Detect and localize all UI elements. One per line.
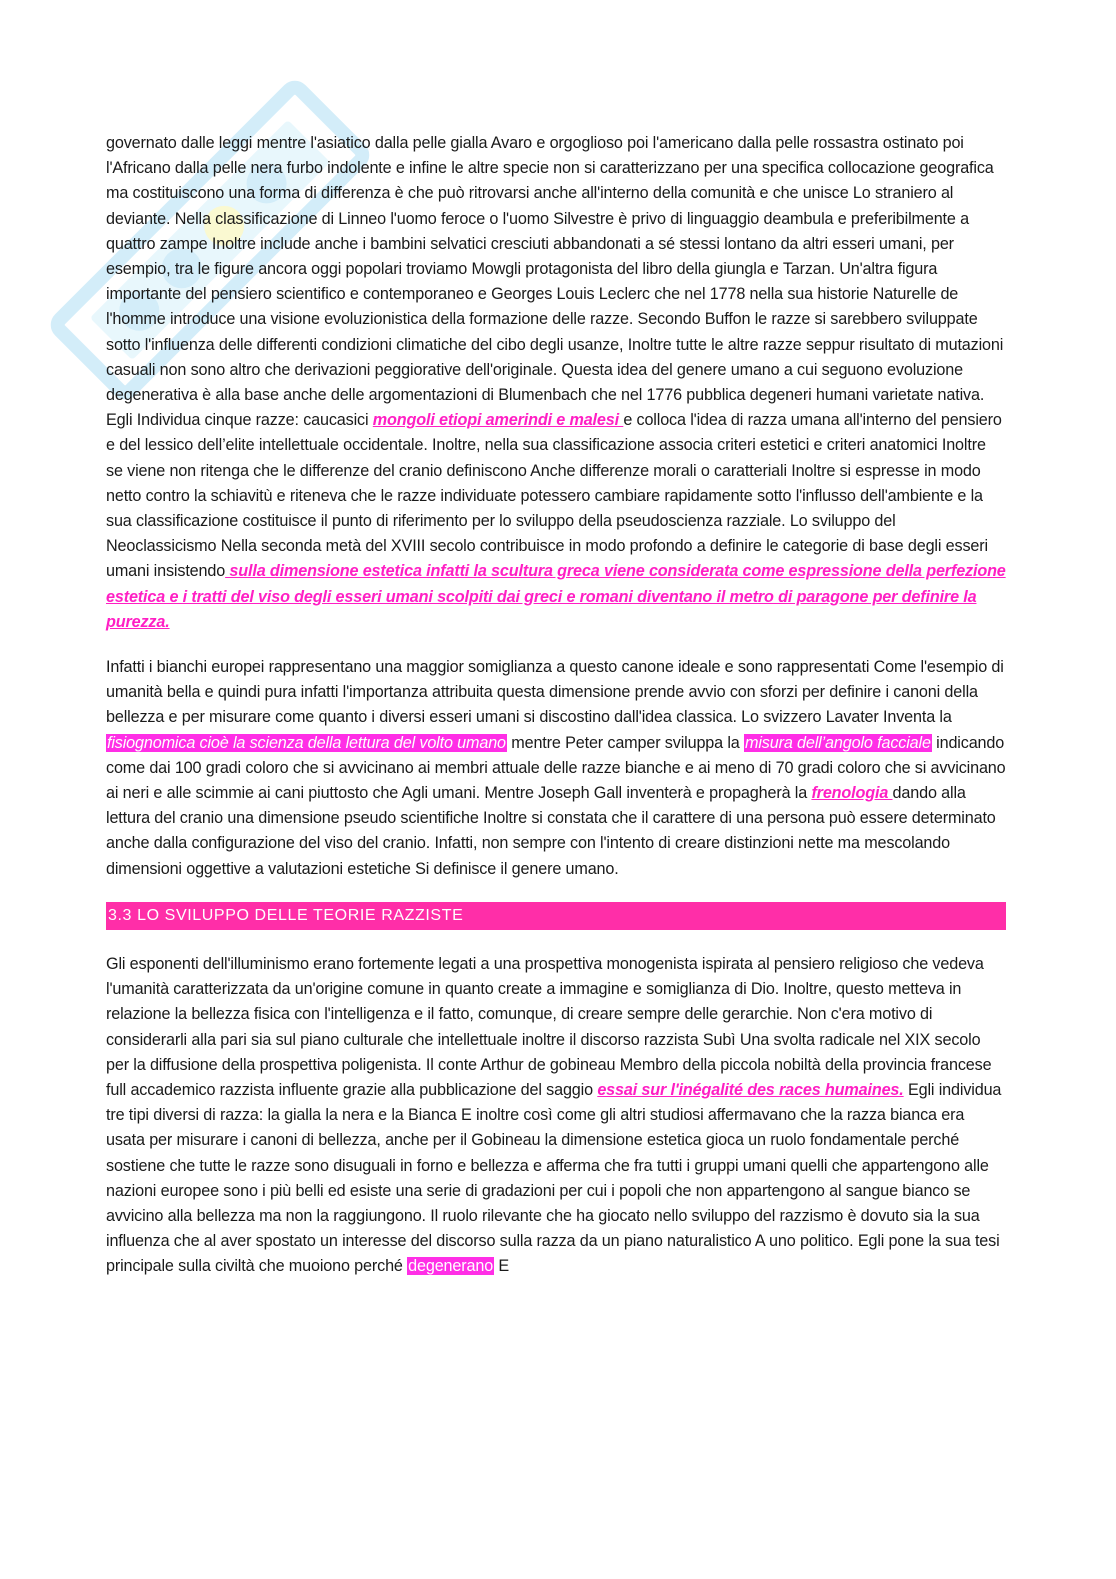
paragraph-1-text-b: e colloca l'idea di razza umana all'interno del pensiero e del lessico dell’elite intellettuale occidentale. Inoltre, nella sua classificazione associa criteri estetici e criteri anatomici Inoltre se viene non ritenga che le differenze del cranio definiscono Anche differenze morali o caratteriali Inoltre si espresse in modo netto contro la schiavitù e riteneva che le razze individuate potessero cambiare rapidamente sotto l'influsso dell'ambiente e la sua classificazione costituisce il punto di riferimento per lo sviluppo della pseudoscienza razziale. Lo sviluppo del Neoclassicismo Nella seconda metà del XVIII secolo contribuisce in modo profondo a definire le categorie di base degli esseri umani insistendo [106, 411, 1002, 581]
paragraph-2 [106, 655, 1006, 882]
highlight-aesthetic-dimension: sulla dimensione estetica infatti la scultura greca viene considerata come espressione della perfezione estetica e i tratti del viso degli esseri umani scolpiti dai greci e romani diventano il metro di paragone per definire la purezza. [106, 562, 1006, 631]
highlight-facial-angle: misura dell’angolo facciale [745, 733, 931, 752]
highlight-essay-title: essai sur l'inégalité des races humaines. [597, 1080, 904, 1099]
paragraph-3 [106, 952, 1006, 1280]
highlight-phrenology: frenologia [811, 784, 893, 803]
highlight-physiognomy: fisiognomica cioè la scienza della lettura del volto umano [107, 733, 506, 752]
paragraph-3-text-b: Egli individua tre tipi diversi di razza: la gialla la nera e la Bianca E inoltre così come gli altri studiosi affermavano che la razza bianca era usata per misurare i canoni di bellezza, anche per il Gobineau la dimensione estetica gioca un ruolo fondamentale perché sostiene che tutte le razze sono disuguali in forno e bellezza e afferma che fra tutti i gruppi umani quelli che appartengono alle nazioni europee sono i più belli ed esiste una serie di gradazioni per cui i popoli che non appartengono al sangue bianco se avvicino alla bellezza ma non la raggiungono. Il ruolo rilevante che ha giocato nello sviluppo del razzismo è dovuto sia la sua influenza che al aver spostato un interesse del discorso sulla razza da un piano naturalistico A uno politico. Egli pone la sua tesi principale sulla civiltà che muoiono perché [106, 1080, 1002, 1276]
paragraph-2-text-c: indicando come dai 100 gradi coloro che si avvicinano ai membri attuale delle razze bianche e ai meno di 70 gradi coloro che si avvicinano ai neri e alle scimmie ai cani piuttosto che Agli umani. Mentre Joseph Gall inventerà e propagherà la [106, 733, 1006, 803]
document-page [106, 131, 1006, 1280]
paragraph-1 [106, 131, 1006, 635]
paragraph-3-text-a: Gli esponenti dell'illuminismo erano fortemente legati a una prospettiva monogenista ispirata al pensiero religioso che vedeva l'umanità caratterizzata da un'origine comune in quanto create a immagine e somiglianza di Dio. Inoltre, questo metteva in relazione la bellezza fisica con l'intelligenza e il fatto, comunque, di creare sempre delle gerarchie. Non c'era motivo di considerarli alla pari sia sul piano culturale che intellettuale inoltre il discorso razzista Subì Una svolta radicale nel XIX secolo per la diffusione della prospettiva poligenista. Il conte Arthur de gobineau Membro della piccola nobiltà della provincia francese full accademico razzista influente grazie alla pubblicazione del saggio [106, 954, 992, 1099]
highlight-degenerate: degenerano [408, 1257, 494, 1276]
paragraph-2-text-a: Infatti i bianchi europei rappresentano una maggior somiglianza a questo canone ideale e sono rappresentati Come l'esempio di umanità bella e quindi pura infatti l'importanza attribuita questa dimensione prende avvio con sforzi per definire i canoni della bellezza e per misurare come quanto i diversi esseri umani si discostino dall'idea classica. Lo svizzero Lavater Inventa la [106, 658, 1004, 727]
section-heading: 3.3 LO SVILUPPO DELLE TEORIE RAZZISTE [106, 902, 1006, 930]
paragraph-2-text-d: dando alla lettura del cranio una dimensione pseudo scientifiche Inoltre si constata che il carattere di una persona può essere determinato anche dalla configurazione del viso del cranio. Infatti, non sempre con l'intento di creare distinzioni nette ma mescolando dimensioni oggettive a valutazioni estetiche Si definisce il genere umano. [106, 784, 996, 878]
paragraph-1-text-a: governato dalle leggi mentre l'asiatico dalla pelle gialla Avaro e orgoglioso poi l'americano dalla pelle rossastra ostinato poi l'Africano dalla pelle nera furbo indolente e infine le altre specie non si caratterizzano per una specifica collocazione geografica ma costituiscono una forma di differenza è che può ritrovarsi anche all'interno della comunità e che unisce Lo straniero al deviante. Nella classificazione di Linneo l'uomo feroce o l'uomo Silvestre è privo di linguaggio deambula e preferibilmente a quattro zampe Inoltre include anche i bambini selvatici cresciuti abbandonati a sé stessi lontano da altri esseri umani, per esempio, tra le figure ancora oggi popolari troviamo Mowgli protagonista del libro della giungla e Tarzan. Un'altra figura importante del pensiero scientifico e contemporaneo e Georges Louis Leclerc che nel 1778 nella sua historie Naturelle de l'homme introduce una visione evoluzionistica della formazione delle razze. Secondo Buffon le razze si sarebbero sviluppate sotto l'influenza delle differenti condizioni climatiche del cibo degli usanze, Inoltre tutte le altre razze seppur risultato di mutazioni casuali non sono altro che derivazioni peggiorative dell'originale. Questa idea del genere umano a cui seguono evoluzione degenerativa è alla base anche delle argomentazioni di Blumenbach che nel 1776 pubblica degeneri humani varietate nativa. Egli Individua cinque razze: caucasici [106, 134, 1004, 430]
highlight-races-list: mongoli etiopi amerindi e malesi [372, 411, 624, 430]
paragraph-3-text-c: E [494, 1257, 510, 1276]
paragraph-2-text-b: mentre Peter camper sviluppa la [506, 733, 744, 752]
